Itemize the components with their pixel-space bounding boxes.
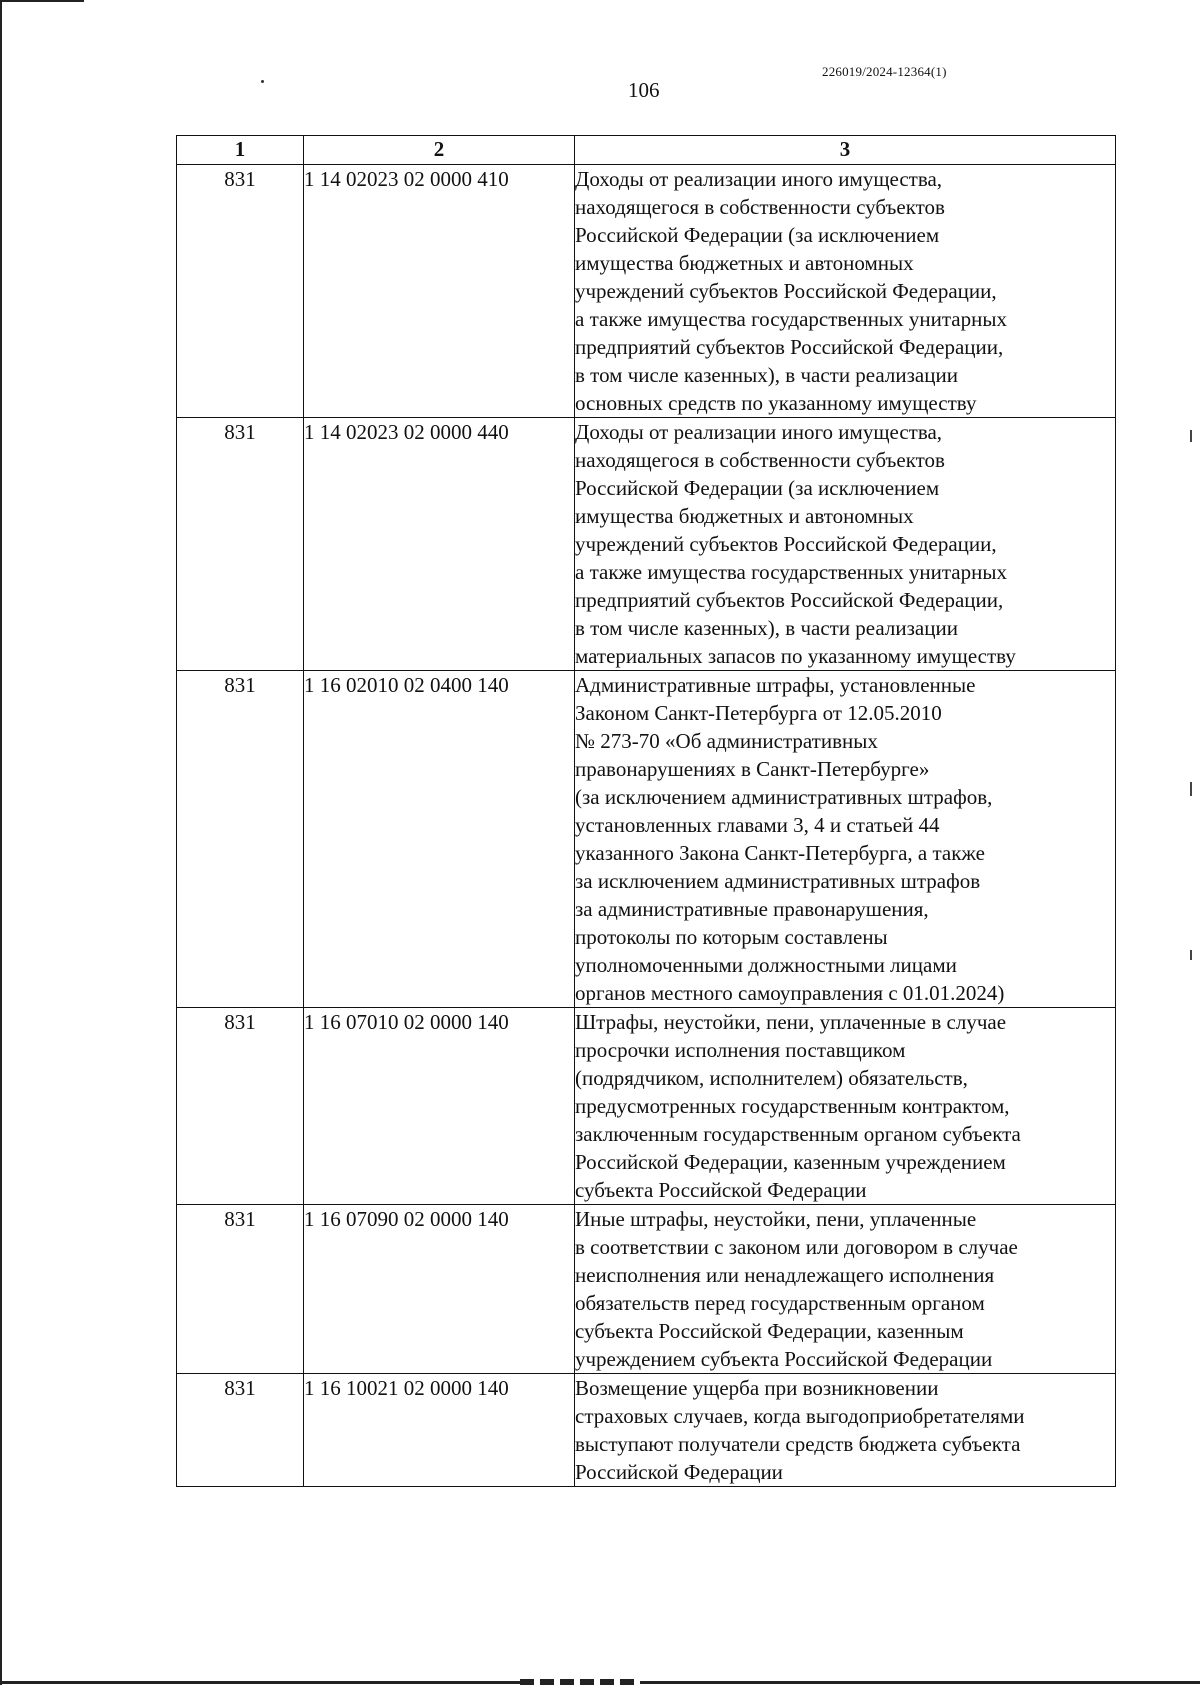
table-row (177, 165, 1116, 418)
table-row (177, 1205, 1116, 1374)
column-header-3: 3 (575, 136, 1116, 165)
description-line: обязательств перед государственным органом (575, 1291, 985, 1315)
description-line: за исключением административных штрафов (575, 869, 981, 893)
description-line: № 273-70 «Об административных (575, 729, 878, 753)
description-line: находящегося в собственности субъектов (575, 195, 945, 219)
table-header-row (177, 136, 1116, 165)
admin-code-cell: 831 (177, 165, 304, 418)
admin-code-cell: 831 (177, 1374, 304, 1487)
description-line: правонарушениях в Санкт-Петербурге» (575, 757, 930, 781)
column-header-1: 1 (177, 136, 304, 165)
description-line: Доходы от реализации иного имущества, (575, 420, 943, 444)
scan-left-edge (0, 0, 2, 1685)
budget-classification-code-cell: 1 16 02010 02 0400 140 (304, 671, 575, 1008)
description-line: в том числе казенных), в части реализации (575, 616, 958, 640)
document-registration-number: 226019/2024-12364(1) (822, 64, 947, 79)
description-line: Доходы от реализации иного имущества, (575, 167, 943, 191)
table-row (177, 671, 1116, 1008)
description-line: просрочки исполнения поставщиком (575, 1038, 906, 1062)
description-line: за административные правонарушения, (575, 897, 929, 921)
column-header-2: 2 (304, 136, 575, 165)
budget-classification-code-cell: 1 16 07010 02 0000 140 (304, 1008, 575, 1205)
page-number: 106 (628, 78, 660, 102)
description-line: заключенным государственным органом субъекта (575, 1122, 1021, 1146)
budget-classification-code-cell: 1 16 10021 02 0000 140 (304, 1374, 575, 1487)
description-line: имущества бюджетных и автономных (575, 251, 914, 275)
description-line: Возмещение ущерба при возникновении (575, 1376, 939, 1400)
description-line: а также имущества государственных унитарных (575, 560, 1007, 584)
budget-classification-code-cell: 1 16 07090 02 0000 140 (304, 1205, 575, 1374)
scan-speck (1190, 782, 1192, 796)
description-line: предприятий субъектов Российской Федерации, (575, 335, 1004, 359)
admin-code-cell: 831 (177, 671, 304, 1008)
description-line: страховых случаев, когда выгодоприобретателями (575, 1404, 1025, 1428)
description-line: Штрафы, неустойки, пени, уплаченные в случае (575, 1010, 1007, 1034)
description-line: в том числе казенных), в части реализации (575, 363, 958, 387)
description-line: предусмотренных государственным контрактом, (575, 1094, 1010, 1118)
revenue-description-cell (575, 418, 1116, 671)
description-line: Российской Федерации (575, 1460, 783, 1484)
description-line: неисполнения или ненадлежащего исполнения (575, 1263, 995, 1287)
scan-top-edge (0, 0, 84, 2)
description-line: Российской Федерации (за исключением (575, 476, 940, 500)
description-line: Иные штрафы, неустойки, пени, уплаченные (575, 1207, 977, 1231)
description-line: учреждений субъектов Российской Федерации, (575, 532, 997, 556)
scan-dot (261, 80, 264, 83)
table-row (177, 1008, 1116, 1205)
description-line: имущества бюджетных и автономных (575, 504, 914, 528)
description-line: протоколы по которым составлены (575, 925, 888, 949)
scan-speck (1190, 950, 1192, 960)
description-line: Административные штрафы, установленные (575, 673, 976, 697)
budget-classification-code-cell: 1 14 02023 02 0000 440 (304, 418, 575, 671)
scan-bottom-edge-dashes (520, 1679, 640, 1685)
description-line: установленных главами 3, 4 и статьей 44 (575, 813, 940, 837)
revenue-description-cell (575, 1008, 1116, 1205)
revenue-description-cell (575, 1205, 1116, 1374)
description-line: учреждений субъектов Российской Федерации, (575, 279, 997, 303)
description-line: предприятий субъектов Российской Федерации, (575, 588, 1004, 612)
description-line: Российской Федерации, казенным учреждением (575, 1150, 1006, 1174)
description-line: находящегося в собственности субъектов (575, 448, 945, 472)
description-line: материальных запасов по указанному имуществу (575, 644, 1016, 668)
description-line: а также имущества государственных унитарных (575, 307, 1007, 331)
description-line: органов местного самоуправления с 01.01.2024) (575, 981, 1005, 1005)
admin-code-cell: 831 (177, 1008, 304, 1205)
description-line: (подрядчиком, исполнителем) обязательств, (575, 1066, 968, 1090)
table-row (177, 1374, 1116, 1487)
description-line: субъекта Российской Федерации, казенным (575, 1319, 964, 1343)
revenue-description-cell (575, 1374, 1116, 1487)
admin-code-cell: 831 (177, 1205, 304, 1374)
description-line: Законом Санкт-Петербурга от 12.05.2010 (575, 701, 942, 725)
revenue-description-cell (575, 165, 1116, 418)
description-line: субъекта Российской Федерации (575, 1178, 867, 1202)
admin-code-cell: 831 (177, 418, 304, 671)
description-line: Российской Федерации (за исключением (575, 223, 940, 247)
budget-classification-code-cell: 1 14 02023 02 0000 410 (304, 165, 575, 418)
table-body (177, 165, 1116, 1487)
description-line: выступают получатели средств бюджета субъекта (575, 1432, 1021, 1456)
description-line: в соответствии с законом или договором в случае (575, 1235, 1018, 1259)
description-line: уполномоченными должностными лицами (575, 953, 957, 977)
scan-speck (1190, 430, 1192, 442)
table-row (177, 418, 1116, 671)
revenue-description-cell (575, 671, 1116, 1008)
revenue-codes-table (176, 135, 1116, 1487)
description-line: указанного Закона Санкт-Петербурга, а также (575, 841, 985, 865)
description-line: (за исключением административных штрафов, (575, 785, 993, 809)
description-line: основных средств по указанному имуществу (575, 391, 977, 415)
description-line: учреждением субъекта Российской Федерации (575, 1347, 993, 1371)
